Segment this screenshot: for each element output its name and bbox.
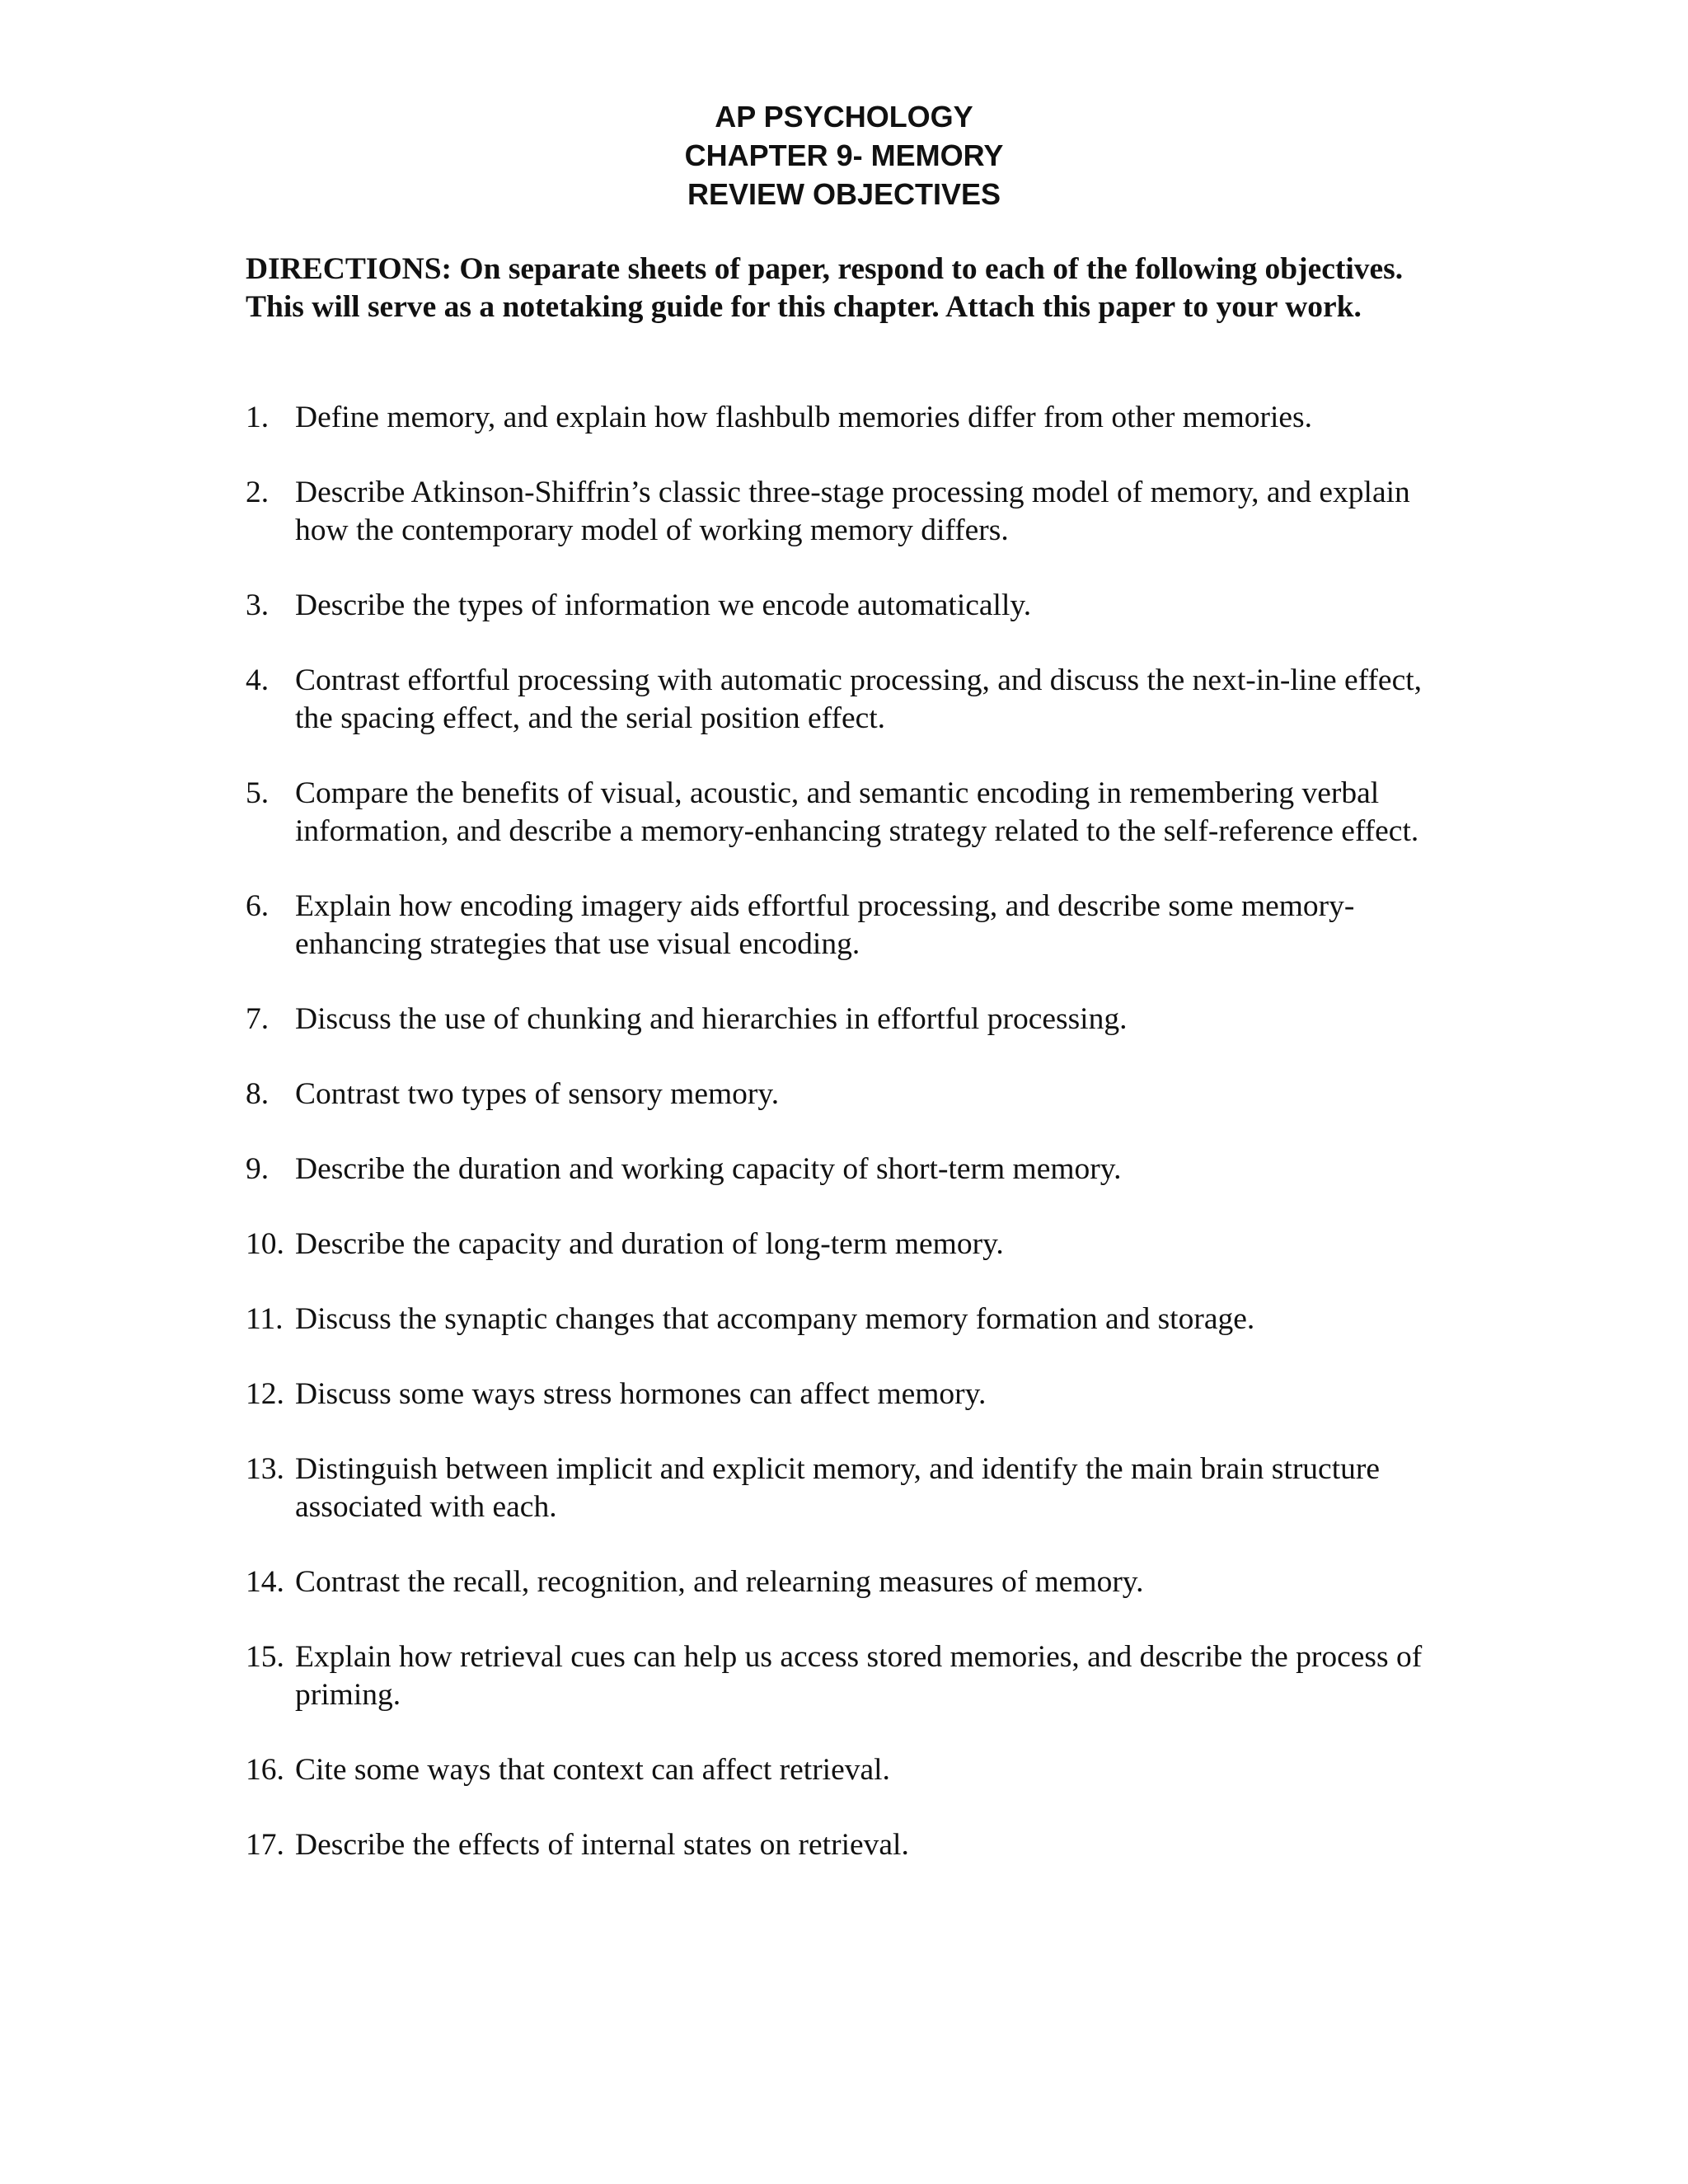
objective-number: 12.	[246, 1377, 284, 1411]
list-item	[246, 474, 1432, 550]
objective-text: Distinguish between implicit and explicit memory, and identify the main brain structure associated with each.	[295, 1452, 1380, 1524]
objective-number: 3.	[246, 588, 270, 622]
list-item	[246, 1301, 1432, 1338]
objective-number: 11.	[246, 1302, 284, 1336]
objective-number: 17.	[246, 1828, 284, 1862]
objective-number: 5.	[246, 776, 270, 810]
section-title: REVIEW OBJECTIVES	[687, 177, 1001, 211]
objective-text: Contrast effortful processing with automatic processing, and discuss the next-in-line effect, the spacing effect, and the serial position effect.	[295, 663, 1423, 735]
objective-text: Explain how retrieval cues can help us access stored memories, and describe the process of priming.	[295, 1640, 1423, 1712]
objective-number: 13.	[246, 1452, 284, 1486]
objective-text: Describe Atkinson-Shiffrin’s classic three-stage processing model of memory, and explain how the contemporary model of working memory differs.	[295, 476, 1410, 547]
list-item	[246, 1376, 1432, 1413]
list-item	[246, 1076, 1432, 1113]
objective-number: 9.	[246, 1152, 270, 1186]
objective-text: Discuss the use of chunking and hierarchies in effortful processing.	[295, 1002, 1128, 1036]
list-item	[246, 1826, 1432, 1864]
objective-text: Describe the duration and working capacity of short-term memory.	[295, 1152, 1122, 1186]
objective-text: Contrast two types of sensory memory.	[295, 1077, 780, 1111]
objective-number: 7.	[246, 1002, 270, 1036]
objective-text: Discuss some ways stress hormones can affect memory.	[295, 1377, 987, 1411]
list-item	[246, 1638, 1432, 1714]
objective-text: Compare the benefits of visual, acoustic, and semantic encoding in remembering verbal information, and describe a memory-enhancing strategy related to the self-reference effect.	[295, 776, 1419, 848]
page-header	[0, 97, 1688, 213]
objective-number: 14.	[246, 1565, 284, 1599]
objective-text: Cite some ways that context can affect retrieval.	[295, 1753, 890, 1787]
chapter-title: CHAPTER 9- MEMORY	[684, 138, 1004, 172]
list-item	[246, 1151, 1432, 1188]
objective-number: 4.	[246, 663, 270, 697]
list-item	[246, 1226, 1432, 1263]
objective-text: Define memory, and explain how flashbulb memories differ from other memories.	[295, 401, 1313, 434]
list-item	[246, 1001, 1432, 1038]
objective-number: 10.	[246, 1227, 284, 1261]
list-item	[246, 1451, 1432, 1526]
directions-text: DIRECTIONS: On separate sheets of paper, respond to each of the following objectives. This will serve as a notetaking guide for this chapter. Attach this paper to your work.	[246, 252, 1404, 324]
objective-text: Describe the effects of internal states on retrieval.	[295, 1828, 909, 1862]
course-title: AP PSYCHOLOGY	[715, 100, 973, 134]
list-item	[246, 888, 1432, 963]
objective-number: 8.	[246, 1077, 270, 1111]
objective-text: Explain how encoding imagery aids effortful processing, and describe some memory-enhancing strategies that use visual encoding.	[295, 889, 1355, 961]
objective-number: 16.	[246, 1753, 284, 1787]
list-item	[246, 1563, 1432, 1601]
list-item	[246, 662, 1432, 738]
objective-text: Contrast the recall, recognition, and relearning measures of memory.	[295, 1565, 1144, 1599]
objective-text: Describe the types of information we encode automatically.	[295, 588, 1032, 622]
objective-number: 6.	[246, 889, 270, 923]
objectives-list	[246, 399, 1432, 1901]
objective-number: 15.	[246, 1640, 284, 1674]
objective-number: 2.	[246, 476, 270, 509]
objective-number: 1.	[246, 401, 270, 434]
list-item	[246, 1751, 1432, 1789]
objective-text: Discuss the synaptic changes that accompany memory formation and storage.	[295, 1302, 1255, 1336]
list-item	[246, 775, 1432, 851]
list-item	[246, 399, 1432, 437]
list-item	[246, 587, 1432, 625]
objective-text: Describe the capacity and duration of long-term memory.	[295, 1227, 1004, 1261]
